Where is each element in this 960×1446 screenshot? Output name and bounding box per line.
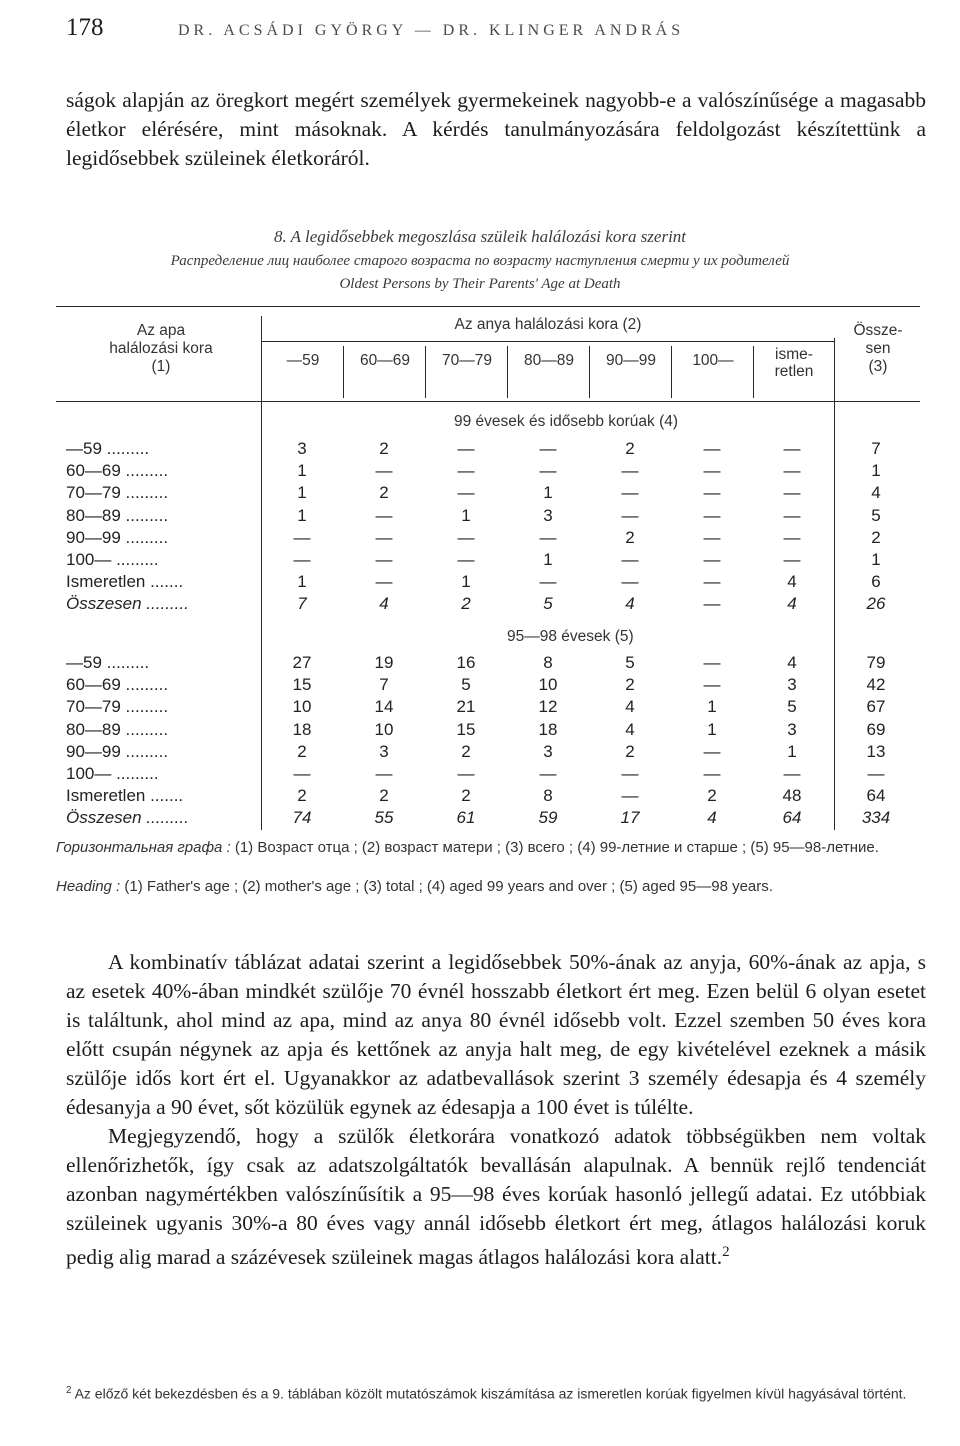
row-label: 90—99 .........: [66, 741, 169, 761]
table-cell: —: [457, 439, 475, 458]
col-header: 70—79: [442, 352, 492, 369]
col-header: —59: [286, 352, 320, 369]
table-cell: 1: [461, 572, 471, 592]
table-cell: 4: [379, 594, 389, 614]
table-cell: 3: [543, 505, 553, 525]
footnote-text: Az előző két bekezdésben és a 9. táblában közölt mutatószámok kiszámítása az ismeretlen korúak figyelmen kívül hagyásával történt.: [74, 1385, 907, 1402]
row-label: —59 .........: [66, 439, 150, 458]
table-cell: 334: [861, 808, 891, 828]
table-cell: 3: [379, 741, 389, 761]
table-cell: 4: [787, 653, 797, 672]
table-cell: —: [375, 550, 393, 569]
table-cell: 4: [787, 572, 797, 592]
table-cell: —: [783, 550, 801, 569]
table-row: [0, 461, 960, 483]
table-cell: 1: [297, 505, 307, 525]
table-cell: 16: [456, 653, 476, 672]
table-cell: 74: [292, 808, 312, 828]
table-cell: —: [783, 505, 801, 525]
table-cell: 21: [456, 697, 476, 717]
table-cell: 4: [787, 594, 797, 614]
table-cell: 2: [625, 439, 635, 458]
table-cell: 2: [461, 741, 471, 761]
table-cell: 3: [543, 741, 553, 761]
table-cell: —: [539, 764, 557, 783]
col-header: 90—99: [606, 352, 656, 369]
table-cell: 4: [625, 594, 635, 614]
table-title-en: Oldest Persons by Their Parents' Age at Death: [339, 276, 621, 292]
table-cell: 10: [538, 675, 558, 695]
table-cell: —: [375, 527, 393, 547]
col-header: 100—: [692, 352, 734, 369]
table-cell: 2: [297, 786, 307, 806]
table-cell: 5: [543, 594, 553, 614]
table-cell: —: [539, 461, 557, 481]
col-divider: [753, 346, 754, 398]
table-cell: 2: [625, 675, 635, 695]
col-divider: [425, 346, 426, 398]
table-cell: 69: [866, 719, 886, 739]
table-cell: —: [457, 461, 475, 481]
table-cell: —: [783, 439, 801, 458]
table-cell: 8: [543, 786, 553, 806]
caption-en-label: Heading :: [56, 878, 121, 895]
table-cell: —: [621, 572, 639, 592]
table-cell: 61: [456, 808, 476, 828]
table-row: [0, 653, 960, 675]
table-cell: 2: [379, 483, 389, 503]
col-header: 60—69: [360, 352, 410, 369]
table-cell: 2: [707, 786, 717, 806]
table-cell: —: [703, 741, 721, 761]
col-header-total: Össze- sen (3): [853, 322, 903, 375]
table-row: [0, 742, 960, 764]
table-row: [0, 572, 960, 594]
table-cell: 1: [707, 697, 717, 717]
table-top-rule: [56, 306, 920, 307]
row-label: 70—79 .........: [66, 483, 169, 503]
caption-ru-label: Горизонтальная графа :: [56, 839, 231, 856]
row-header-divider: [261, 316, 262, 830]
table-cell: 5: [625, 653, 635, 672]
row-label: 100— .........: [66, 764, 159, 783]
table-cell: 10: [292, 697, 312, 717]
row-label: Ismeretlen .......: [66, 572, 184, 592]
table-cell: 2: [297, 741, 307, 761]
table-title-ru: Распределение лиц наиболее старого возраста по возрасту наступления смерти у их родителей: [170, 253, 790, 269]
table-cell: —: [539, 439, 557, 458]
footnote-reference: 2: [722, 1244, 730, 1260]
table-cell: —: [375, 764, 393, 783]
table-cell: 3: [787, 675, 797, 695]
table-cell: 3: [297, 439, 307, 458]
table-cell: 1: [787, 741, 797, 761]
body-text: [66, 948, 926, 1272]
table-cell: 3: [787, 719, 797, 739]
table-row: [0, 439, 960, 461]
col-divider: [671, 346, 672, 398]
col-header: 80—89: [524, 352, 574, 369]
table-row: [0, 697, 960, 719]
row-label: 90—99 .........: [66, 527, 169, 547]
row-label: 80—89 .........: [66, 719, 169, 739]
mother-age-group-header: Az anya halálozási kora (2): [454, 316, 642, 333]
table-cell: —: [539, 572, 557, 592]
running-title: DR. ACSÁDI GYÖRGY — DR. KLINGER ANDRÁS: [178, 22, 685, 39]
row-header: Az apa halálozási kora (1): [109, 322, 213, 375]
table-cell: 4: [871, 483, 881, 503]
table-cell: —: [457, 764, 475, 783]
table-cell: 2: [461, 594, 471, 614]
table-cell: 26: [866, 594, 886, 614]
table-cell: 1: [297, 483, 307, 503]
table-caption-ru: [56, 839, 920, 856]
table-cell: —: [621, 786, 639, 806]
col-divider: [589, 346, 590, 398]
row-label: Összesen .........: [66, 808, 189, 828]
table-cell: 12: [538, 697, 558, 717]
table-cell: 1: [871, 550, 881, 569]
table-cell: 59: [538, 808, 558, 828]
table-cell: 13: [866, 741, 886, 761]
table-cell: 1: [297, 461, 307, 481]
table-cell: 6: [871, 572, 881, 592]
table-cell: —: [375, 505, 393, 525]
table-cell: 1: [543, 483, 553, 503]
table-cell: 7: [379, 675, 389, 695]
group-header-rule: [262, 341, 834, 342]
table-cell: —: [539, 527, 557, 547]
table-cell: 64: [782, 808, 802, 828]
table-cell: —: [703, 594, 721, 614]
table-cell: 2: [379, 439, 389, 458]
table-cell: 14: [374, 697, 394, 717]
row-label: 60—69 .........: [66, 461, 169, 481]
table-cell: 55: [374, 808, 394, 828]
table-cell: 2: [625, 741, 635, 761]
table-cell: 2: [871, 527, 881, 547]
table-cell: —: [783, 461, 801, 481]
row-label: 70—79 .........: [66, 697, 169, 717]
table-cell: 27: [292, 653, 312, 672]
caption-en-text: (1) Father's age ; (2) mother's age ; (3) total ; (4) aged 99 years and over ; (5) aged 95—98 years.: [120, 878, 773, 895]
table-cell: 15: [456, 719, 476, 739]
table-caption-en: [56, 878, 920, 895]
table-cell: 1: [297, 572, 307, 592]
table-cell: —: [703, 439, 721, 458]
table-title-hu: 8. A legidősebbek megoszlása szüleik halálozási kora szerint: [273, 227, 687, 246]
table-cell: —: [621, 461, 639, 481]
table-cell: 18: [538, 719, 558, 739]
table-cell: 18: [292, 719, 312, 739]
table-row: [0, 675, 960, 697]
table-cell: —: [621, 483, 639, 503]
table-cell: —: [867, 764, 885, 783]
footnote-mark: 2: [66, 1385, 72, 1396]
table-cell: 42: [866, 675, 886, 695]
table-cell: —: [621, 505, 639, 525]
table-cell: —: [457, 483, 475, 503]
table-cell: —: [703, 550, 721, 569]
table-cell: —: [703, 461, 721, 481]
section-title: 99 évesek és idősebb korúak (4): [454, 413, 679, 430]
table-row: [0, 528, 960, 550]
row-label: 60—69 .........: [66, 675, 169, 695]
table-cell: —: [293, 527, 311, 547]
table-cell: 7: [297, 594, 307, 614]
table-cell: 19: [374, 653, 394, 672]
table-cell: 79: [866, 653, 886, 672]
row-label: Ismeretlen .......: [66, 786, 184, 806]
table-cell: 5: [461, 675, 471, 695]
table-cell: —: [457, 527, 475, 547]
table-cell: 17: [620, 808, 640, 828]
table-cell: 2: [379, 786, 389, 806]
caption-ru-text: (1) Возраст отца ; (2) возраст матери ; (3) всего ; (4) 99-летние и старше ; (5) 95—98-летние.: [230, 839, 879, 856]
row-label: —59 .........: [66, 653, 150, 672]
intro-paragraph: ságok alapján az öregkort megért személyek gyermekeinek nagyobb-e a valószínűsége a magasabb életkor elérésére, mint másoknak. A kérdés tanulmányozására feldolgozást készítettünk a legidősebbek szüleinek életkoráról.: [66, 88, 926, 170]
table-cell: 4: [625, 719, 635, 739]
row-label: 100— .........: [66, 550, 159, 569]
total-col-divider: [834, 338, 835, 830]
table-cell: —: [621, 550, 639, 569]
table-cell: 4: [625, 697, 635, 717]
col-divider: [507, 346, 508, 398]
col-divider: [343, 346, 344, 398]
col-header-unknown: isme- retlen: [774, 346, 814, 380]
section-title: 95—98 évesek (5): [507, 628, 634, 645]
table-total-row: [0, 594, 960, 616]
table-cell: —: [293, 764, 311, 783]
table-cell: —: [375, 572, 393, 592]
table-row: [0, 786, 960, 808]
table-cell: —: [703, 483, 721, 503]
table-cell: —: [783, 483, 801, 503]
table-cell: —: [703, 653, 721, 672]
table-row: [0, 720, 960, 742]
table-cell: —: [621, 764, 639, 783]
table-row: [0, 506, 960, 528]
body-paragraph: A kombinatív táblázat adatai szerint a legidősebbek 50%-ának az anyja, 60%-ának az apja, s az esetek 40%-ában mindkét szülője 70 évnél hosszabb életkort ért meg. Ezen belül 6 olyan esetet is találtunk, ahol mind az apa, mind az anya 80 évnél idősebb volt. Ezzel szemben 50 éves kora előtt csupán négynek az apja és kettőnek az anyja halt meg, de egy kivételével ezeknek a másik szülője idős kort ért el. Ugyanakkor az adatbevallások szerint 3 személy édesapja és 4 személy édesanyja a 90 évet, sőt közülük egynek az édesapja a 100 évet is túlélte.: [66, 950, 926, 1119]
table-cell: 1: [871, 461, 881, 481]
table-cell: —: [783, 764, 801, 783]
footnote: [66, 1382, 926, 1403]
table-row: [0, 483, 960, 505]
table-cell: 15: [292, 675, 312, 695]
table-cell: 2: [625, 527, 635, 547]
table-cell: —: [293, 550, 311, 569]
header-bottom-rule: [56, 401, 920, 402]
table-cell: 2: [461, 786, 471, 806]
table-cell: —: [703, 764, 721, 783]
table-cell: 10: [374, 719, 394, 739]
table-cell: —: [703, 572, 721, 592]
table-cell: 48: [782, 786, 802, 806]
table-cell: —: [703, 675, 721, 695]
table-cell: —: [703, 527, 721, 547]
row-label: Összesen .........: [66, 594, 189, 614]
table-cell: 7: [871, 439, 881, 458]
table-cell: 1: [543, 550, 553, 569]
row-label: 80—89 .........: [66, 505, 169, 525]
table-cell: 8: [543, 653, 553, 672]
page-number: 178: [66, 14, 104, 41]
table-cell: 5: [787, 697, 797, 717]
table-cell: 4: [707, 808, 717, 828]
table-cell: —: [457, 550, 475, 569]
table-total-row: [0, 808, 960, 830]
body-paragraph: Megjegyzendő, hogy a szülők életkorára vonatkozó adatok többségükben nem voltak ellenőrizhetők, így csak az adatszolgáltatók bevallásán alapulnak. A bennük rejlő tendenciát azonban nagymértékben valószínűsítik a 95—98 éves korúak hasonló jellegű adatai. Ez utóbbiak szüleinek ugyanis 30%-a 80 éves vagy annál idősebb életkort ért meg, átlagos halálozási koruk pedig alig marad a százévesek szüleinek magas átlagos halálozási kora alatt.$^2$: [66, 1124, 926, 1270]
table-cell: 1: [707, 719, 717, 739]
table-row: [0, 764, 960, 786]
table-row: [0, 550, 960, 572]
table-cell: —: [783, 527, 801, 547]
table-cell: —: [703, 505, 721, 525]
table-cell: —: [375, 461, 393, 481]
table-cell: 64: [866, 786, 886, 806]
running-header: [66, 14, 920, 44]
table-cell: 1: [461, 505, 471, 525]
table-cell: 5: [871, 505, 881, 525]
table-cell: 67: [866, 697, 886, 717]
